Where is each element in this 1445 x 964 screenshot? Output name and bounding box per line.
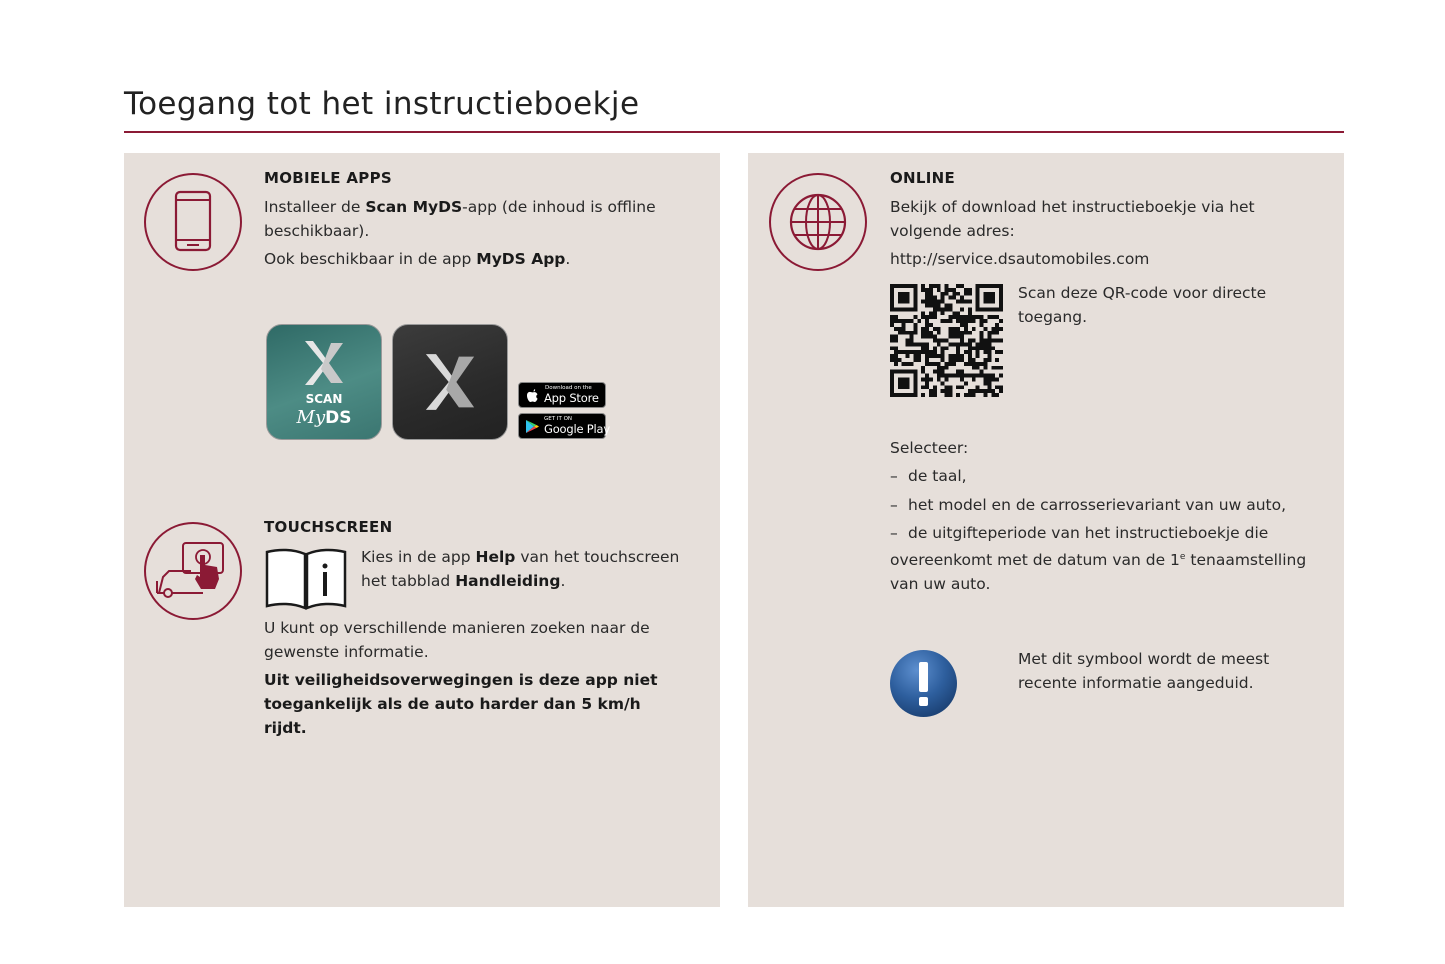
myds-app-tile[interactable] xyxy=(392,324,508,440)
select-bullet-period: – de uitgifteperiode van het instructieboekje die overeenkomt met de datum van de 1e tenaamstelling van uw auto. xyxy=(890,524,1307,594)
manual-book-icon xyxy=(265,548,347,610)
online-url-link[interactable]: http://service.dsautomobiles.com xyxy=(890,250,1150,268)
select-label: Selecteer: xyxy=(890,439,969,457)
mobile-apps-install-text: Installeer de Scan MyDS-app (de inhoud is offline beschikbaar). xyxy=(264,198,656,240)
google-play-small-text: GET IT ON xyxy=(544,416,573,422)
app-store-small-text: Download on the xyxy=(545,385,592,391)
select-bullet-model: – het model en de carrosserievariant van uw auto, xyxy=(890,496,1287,514)
google-play-badge[interactable] xyxy=(518,413,610,439)
google-play-icon xyxy=(525,419,540,434)
app-store-badge[interactable] xyxy=(518,382,606,408)
qr-code[interactable] xyxy=(890,284,1003,397)
google-play-label: Google Play xyxy=(544,422,610,436)
exclamation-info-icon xyxy=(889,649,958,718)
globe-icon xyxy=(768,172,868,272)
online-intro-text: Bekijk of download het instructieboekje via het volgende adres: xyxy=(890,198,1255,240)
ds-logo-icon xyxy=(420,349,480,415)
apple-icon xyxy=(526,388,539,403)
touchscreen-car-icon xyxy=(143,521,243,621)
qr-description-text: Scan deze QR-code voor directe toegang. xyxy=(1018,284,1267,326)
mobile-apps-heading: MOBIELE APPS xyxy=(264,169,392,187)
info-symbol-text: Met dit symbool wordt de meest recente informatie aangeduid. xyxy=(1018,650,1270,692)
scan-myds-app-tile[interactable] xyxy=(266,324,382,440)
touchscreen-search-text: U kunt op verschillende manieren zoeken naar de gewenste informatie. xyxy=(264,619,650,661)
select-bullet-language: – de taal, xyxy=(890,467,967,485)
scan-tile-label: SCAN xyxy=(305,392,343,406)
mobile-apps-also-text: Ook beschikbaar in de app MyDS App. xyxy=(264,250,571,268)
title-divider xyxy=(124,131,1344,133)
myds-tile-label: MyDS xyxy=(296,407,352,428)
touchscreen-help-text: Kies in de app Help van het touchscreen het tabblad Handleiding. xyxy=(361,548,680,590)
touchscreen-heading: TOUCHSCREEN xyxy=(264,518,393,536)
smartphone-icon xyxy=(143,172,243,272)
page-title: Toegang tot het instructieboekje xyxy=(124,86,640,122)
ds-logo-icon xyxy=(301,337,347,389)
touchscreen-warning-text: Uit veiligheidsoverwegingen is deze app niet toegankelijk als de auto harder dan 5 km/h rijdt. xyxy=(264,671,658,737)
online-heading: ONLINE xyxy=(890,169,956,187)
app-store-label: App Store xyxy=(544,391,599,405)
